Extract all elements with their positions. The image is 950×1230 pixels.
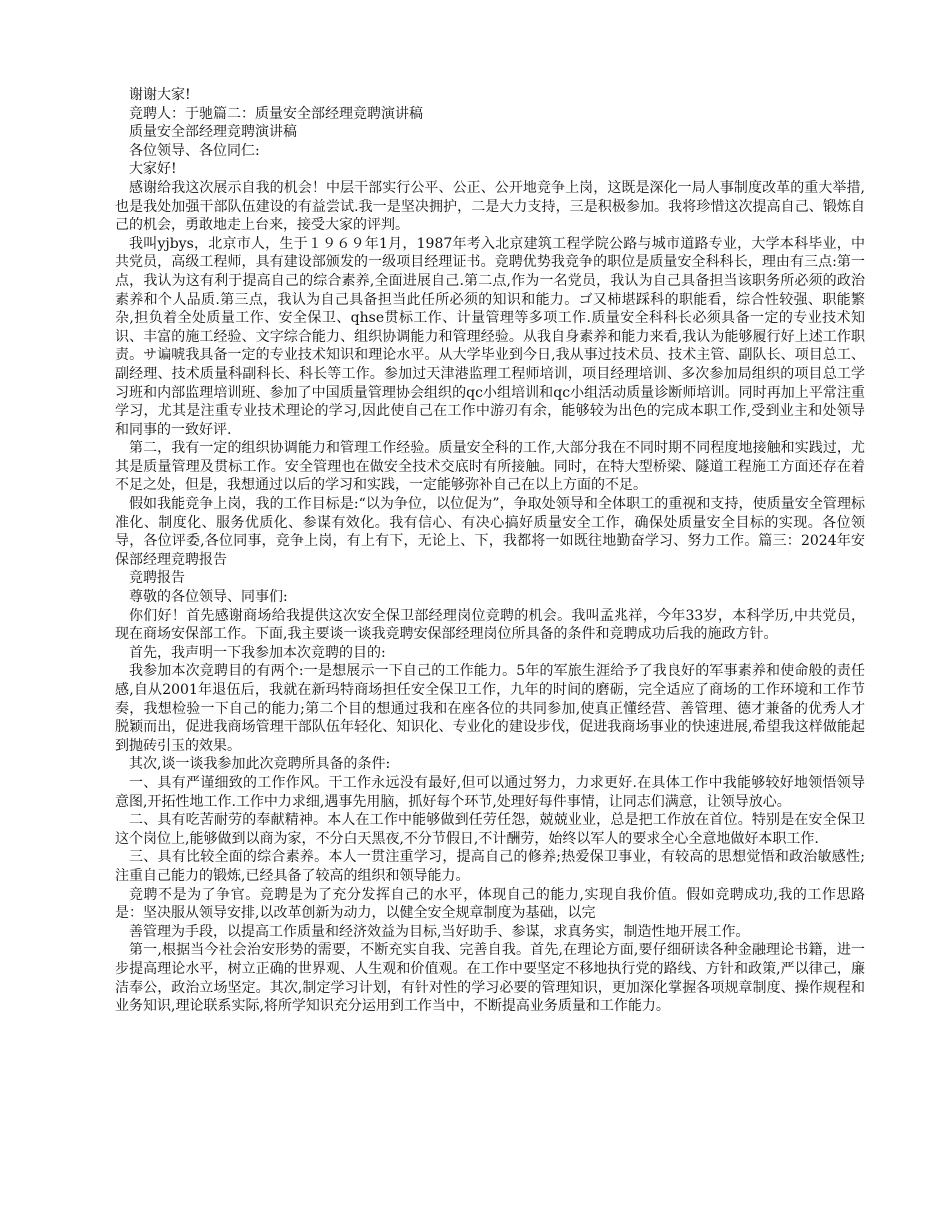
body-paragraph: 第二，我有一定的组织协调能力和管理工作经验。质量安全科的工作,大部分我在不同时期不同程度地接触和实践过，尤其是质量管理及贯标工作。安全管理也在做安全技术交底时有所接触。同时，在特大型桥梁、隧道工程施工方面还存在着不足之处，但是，我想通过以后的学习和实践，一定能够弥补自己在以上方面的不足。 [115,440,865,494]
body-paragraph: 一、具有严谨细致的工作作风。干工作永远没有最好,但可以通过努力，力求更好.在具体工作中我能够较好地领悟领导意图,开拓性地工作.工作中力求细,遇事先用脑，抓好每个环节,处理好每件事情，让同志们满意，让领导放心。 [115,774,865,810]
section-heading: 竞聘人：于驰篇二：质量安全部经理竞聘演讲稿 [129,105,423,122]
speech-title: 质量安全部经理竞聘演讲稿 [129,124,297,141]
body-paragraph: 首先，我声明一下我参加本次竞聘的目的: [129,644,386,661]
body-paragraph: 我叫yjbys，北京市人，生于１９６９年1月，1987年考入北京建筑工程学院公路与城市道路专业，大学本科毕业，中共党员，高级工程师，具有建设部颁发的一级项目经理证书。竞聘优势我竞争的职位是质量安全科科长，理由有三点:第一点，我认为这有利于提高自己的综合素养,全面进展自己.第二点,作为一名党员，我认为自己具备担当该职务所必须的政治素养和个人品质.第三点，我认为自己具备担当此任所必须的知识和能力。ゴ又柿堪踩科的职能看，综合性较强、职能繁杂,担负着全处质量工作、安全保卫、qhse贯标工作、计量管理等多项工作.质量安全科科长必须具备一定的专业技术知识、丰富的施工经验、文字综合能力、组织协调能力和管理经验。从我自身素养和能力来看,我认为能够履行好上述工作职责。サ谝唬我具备一定的专业技术知识和理论水平。从大学毕业到今日,我从事过技术员、技术主管、副队长、项目总工、副经理、技术质量科副科长、科长等工作。参加过天津港监理工程师培训，项目经理培训、多次参加局组织的项目总工学习班和内部监理培训班、参加了中国质量管理协会组织的qc小组培训和qc小组活动质量诊断师培训。同时再加上平常注重学习，尤其是注重专业技术理论的学习,因此使自己在工作中游刃有余，能够较为出色的完成本职工作,受到业主和处领导和同事的一致好评. [115,235,865,438]
body-paragraph: 你们好！首先感谢商场给我提供这次安全保卫部经理岗位竞聘的机会。我叫孟兆祥，今年33岁，本科学历,中共党员，现在商场安保部工作。下面,我主要谈一谈我竞聘安保部经理岗位所具备的条件和竞聘成功后我的施政方针。 [115,607,865,643]
body-paragraph: 假如我能竞争上岗，我的工作目标是:“以为争位，以位促为”，争取处领导和全体职工的重视和支持，使质量安全管理标准化、制度化、服务优质化、参谋有效化。我有信心、有决心搞好质量安全工作，确保处质量安全目标的实现。各位领导，各位评委,各位同事，竞争上岗，有上有下，无论上、下，我都将一如既往地勤奋学习、努力工作。篇三：2024年安保部经理竞聘报告 [115,496,865,568]
body-paragraph: 感谢给我这次展示自我的机会！中层干部实行公平、公正、公开地竞争上岗，这既是深化一局人事制度改革的重大举措,也是我处加强干部队伍建设的有益尝试.我一是坚决拥护，二是大力支持，三是积极参加。我将珍惜这次提高自己、锻炼自己的机会，勇敢地走上台来，接受大家的评判。 [115,179,865,234]
salutation: 尊敬的各位领导、同事们: [129,589,288,606]
body-paragraph: 三、具有比较全面的综合素养。本人一贯注重学习，提高自己的修养;热爱保卫事业，有较高的思想觉悟和政治敏感性;注重自己能力的锻炼,已经具备了较高的组织和领导能力。 [115,849,865,884]
closing-thanks: 谢谢大家! [129,87,191,103]
greeting: 大家好! [129,161,177,178]
body-paragraph: 二、具有吃苦耐劳的奉献精神。本人在工作中能够做到任劳任怨，兢兢业业，总是把工作放在首位。特别是在安全保卫这个岗位上,能够做到以商为家，不分白天黑夜,不分节假日,不计酬劳，始终以军人的要求全心全意地做好本职工作. [115,812,865,847]
report-title: 竞聘报告 [129,570,185,587]
document-body [115,86,865,1016]
body-paragraph: 竞聘不是为了争官。竞聘是为了充分发挥自己的水平，体现自己的能力,实现自我价值。假如竞聘成功,我的工作思路是：坚决服从领导安排,以改革创新为动力，以健全安全规章制度为基础，以完 [115,886,865,922]
body-paragraph: 善管理为手段，以提高工作质量和经济效益为目标,当好助手、参谋，求真务实，制造性地开展工作。 [129,923,750,940]
body-paragraph: 第一,根据当今社会治安形势的需要，不断充实自我、完善自我。首先,在理论方面,要仔细研读各种金融理论书籍，进一步提高理论水平，树立正确的世界观、人生观和价值观。在工作中要坚定不移地执行党的路线、方针和政策,严以律己，廉洁奉公，政治立场坚定。其次,制定学习计划，有针对性的学习必要的管理知识，更加深化掌握各项规章制度、操作规程和业务知识,理论联系实际,将所学知识充分运用到工作当中，不断提高业务质量和工作能力。 [115,942,865,1015]
body-paragraph: 我参加本次竞聘目的有两个:一是想展示一下自己的工作能力。5年的军旅生涯给予了我良好的军事素养和使命般的责任感,自从2001年退伍后，我就在新玛特商场担任安全保卫工作，九年的时间的磨砺，完全适应了商场的工作环境和工作节奏，我想检验一下自己的能力;第二个目的想通过我和在座各位的共同参加,使真正懂经营、善管理、德才兼备的优秀人才脱颖而出，促进我商场管理干部队伍年轻化、知识化、专业化的建设步伐，促进我商场事业的快速进展,希望我这样做能起到抛砖引玉的效果。 [115,663,865,754]
salutation: 各位领导、各位同仁: [129,142,260,159]
body-paragraph: 其次,谈一谈我参加此次竞聘所具备的条件: [129,756,391,773]
